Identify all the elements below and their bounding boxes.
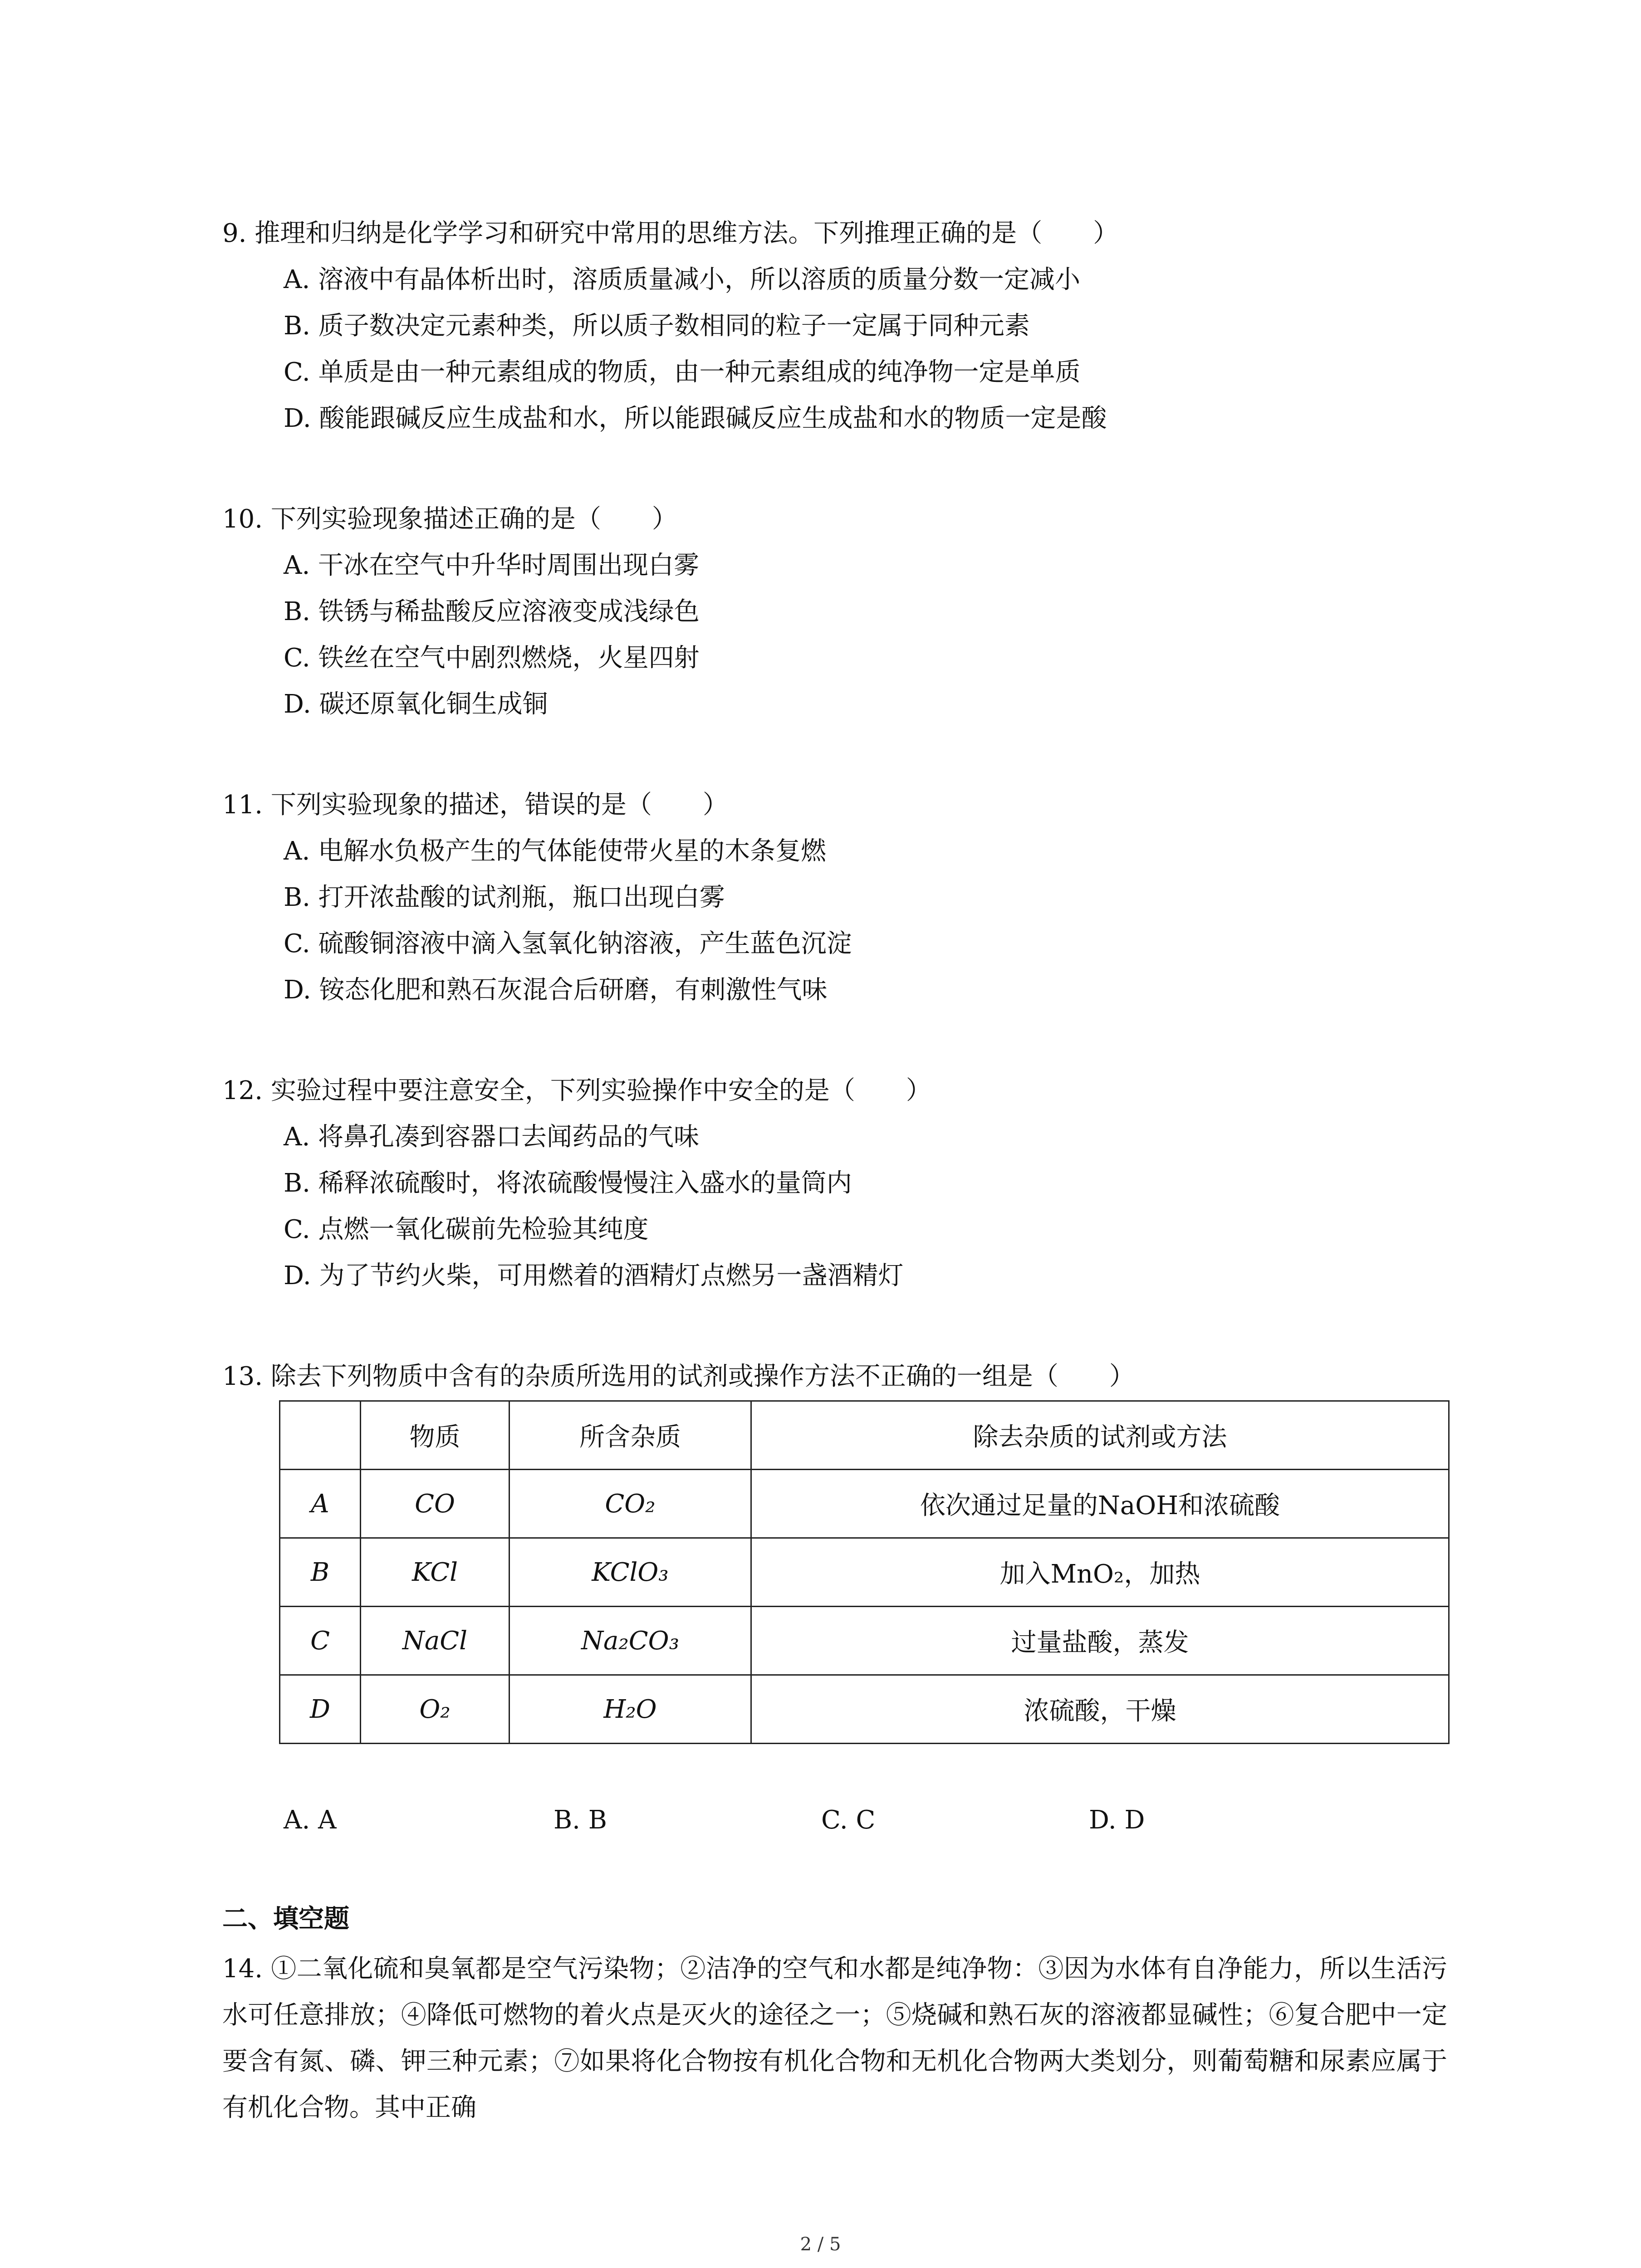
table-header-cell (280, 1401, 361, 1470)
question-13-answer-b: B. B (554, 1805, 607, 1835)
question-9-option-b: B. 质子数决定元素种类，所以质子数相同的粒子一定属于同种元素 (284, 311, 1030, 341)
section-heading: 二、填空题 (222, 1904, 349, 1934)
question-13-answer-a: A. A (284, 1805, 337, 1835)
table-header-cell: 所含杂质 (509, 1401, 751, 1470)
question-11-option-c: C. 硫酸铜溶液中滴入氢氧化钠溶液，产生蓝色沉淀 (284, 929, 852, 958)
impurity-cell: Na₂CO₃ (509, 1607, 751, 1675)
question-11-option-b: B. 打开浓盐酸的试剂瓶，瓶口出现白雾 (284, 883, 725, 912)
table-row (280, 1538, 1449, 1607)
question-10-option-d: D. 碳还原氧化铜生成铜 (284, 689, 548, 719)
question-14-text: 14. ①二氧化硫和臭氧都是空气污染物；②洁净的空气和水都是纯净物：③因为水体有自净能力，所以生活污水可任意排放；④降低可燃物的着火点是灭火的途径之一；⑤烧碱和熟石灰的溶液都显碱性；⑥复合肥中一定要含有氮、磷、钾三种元素；⑦如果将化合物按有机化合物和无机化合物两大类划分，则葡萄糖和尿素应属于有机化合物。其中正确 (222, 1954, 1447, 2122)
table-row (280, 1675, 1449, 1744)
question-9-option-c: C. 单质是由一种元素组成的物质，由一种元素组成的纯净物一定是单质 (284, 357, 1081, 387)
question-12-option-b: B. 稀释浓硫酸时，将浓硫酸慢慢注入盛水的量筒内 (284, 1168, 852, 1198)
question-12-option-d: D. 为了节约火柴，可用燃着的酒精灯点燃另一盏酒精灯 (284, 1261, 904, 1290)
question-13-stem: 13. 除去下列物质中含有的杂质所选用的试剂或操作方法不正确的一组是（ ） (222, 1362, 1135, 1391)
question-13-answer-c: C. C (821, 1805, 876, 1835)
method-cell: 依次通过足量的NaOH和浓硫酸 (751, 1470, 1449, 1538)
question-12-option-c: C. 点燃一氧化碳前先检验其纯度 (284, 1215, 649, 1244)
method-cell: 加入MnO₂，加热 (751, 1538, 1449, 1607)
question-9-option-d: D. 酸能跟碱反应生成盐和水，所以能跟碱反应生成盐和水的物质一定是酸 (284, 404, 1107, 433)
row-label: A (280, 1470, 361, 1538)
substance-cell: NaCl (361, 1607, 509, 1675)
substance-cell: O₂ (361, 1675, 509, 1744)
table-row (280, 1470, 1449, 1538)
method-cell: 浓硫酸，干燥 (751, 1675, 1449, 1744)
page-number: 2 / 5 (800, 2234, 841, 2255)
question-9-stem: 9. 推理和归纳是化学学习和研究中常用的思维方法。下列推理正确的是（ ） (222, 219, 1119, 248)
row-label: B (280, 1538, 361, 1607)
question-10-option-b: B. 铁锈与稀盐酸反应溶液变成浅绿色 (284, 597, 700, 626)
question-9-option-a: A. 溶液中有晶体析出时，溶质质量减小，所以溶质的质量分数一定减小 (284, 265, 1081, 294)
table-header-cell: 除去杂质的试剂或方法 (751, 1401, 1449, 1470)
question-13-answer-d: D. D (1089, 1805, 1145, 1835)
method-cell: 过量盐酸，蒸发 (751, 1607, 1449, 1675)
impurity-cell: H₂O (509, 1675, 751, 1744)
table-header-cell: 物质 (361, 1401, 509, 1470)
row-label: D (280, 1675, 361, 1744)
row-label: C (280, 1607, 361, 1675)
question-11-option-d: D. 铵态化肥和熟石灰混合后研磨，有刺激性气味 (284, 975, 828, 1005)
table-header-row (280, 1401, 1449, 1470)
question-12-option-a: A. 将鼻孔凑到容器口去闻药品的气味 (284, 1122, 700, 1152)
impurity-cell: KClO₃ (509, 1538, 751, 1607)
question-12-stem: 12. 实验过程中要注意安全，下列实验操作中安全的是（ ） (222, 1076, 931, 1105)
substance-cell: KCl (361, 1538, 509, 1607)
question-11-stem: 11. 下列实验现象的描述，错误的是（ ） (222, 790, 728, 820)
question-10-option-c: C. 铁丝在空气中剧烈燃烧，火星四射 (284, 643, 700, 673)
table-row (280, 1607, 1449, 1675)
impurity-cell: CO₂ (509, 1470, 751, 1538)
substance-cell: CO (361, 1470, 509, 1538)
question-10-option-a: A. 干冰在空气中升华时周围出现白雾 (284, 551, 700, 580)
question-10-stem: 10. 下列实验现象描述正确的是（ ） (222, 504, 677, 534)
impurity-removal-table (279, 1400, 1450, 1744)
question-11-option-a: A. 电解水负极产生的气体能使带火星的木条复燃 (284, 836, 827, 866)
